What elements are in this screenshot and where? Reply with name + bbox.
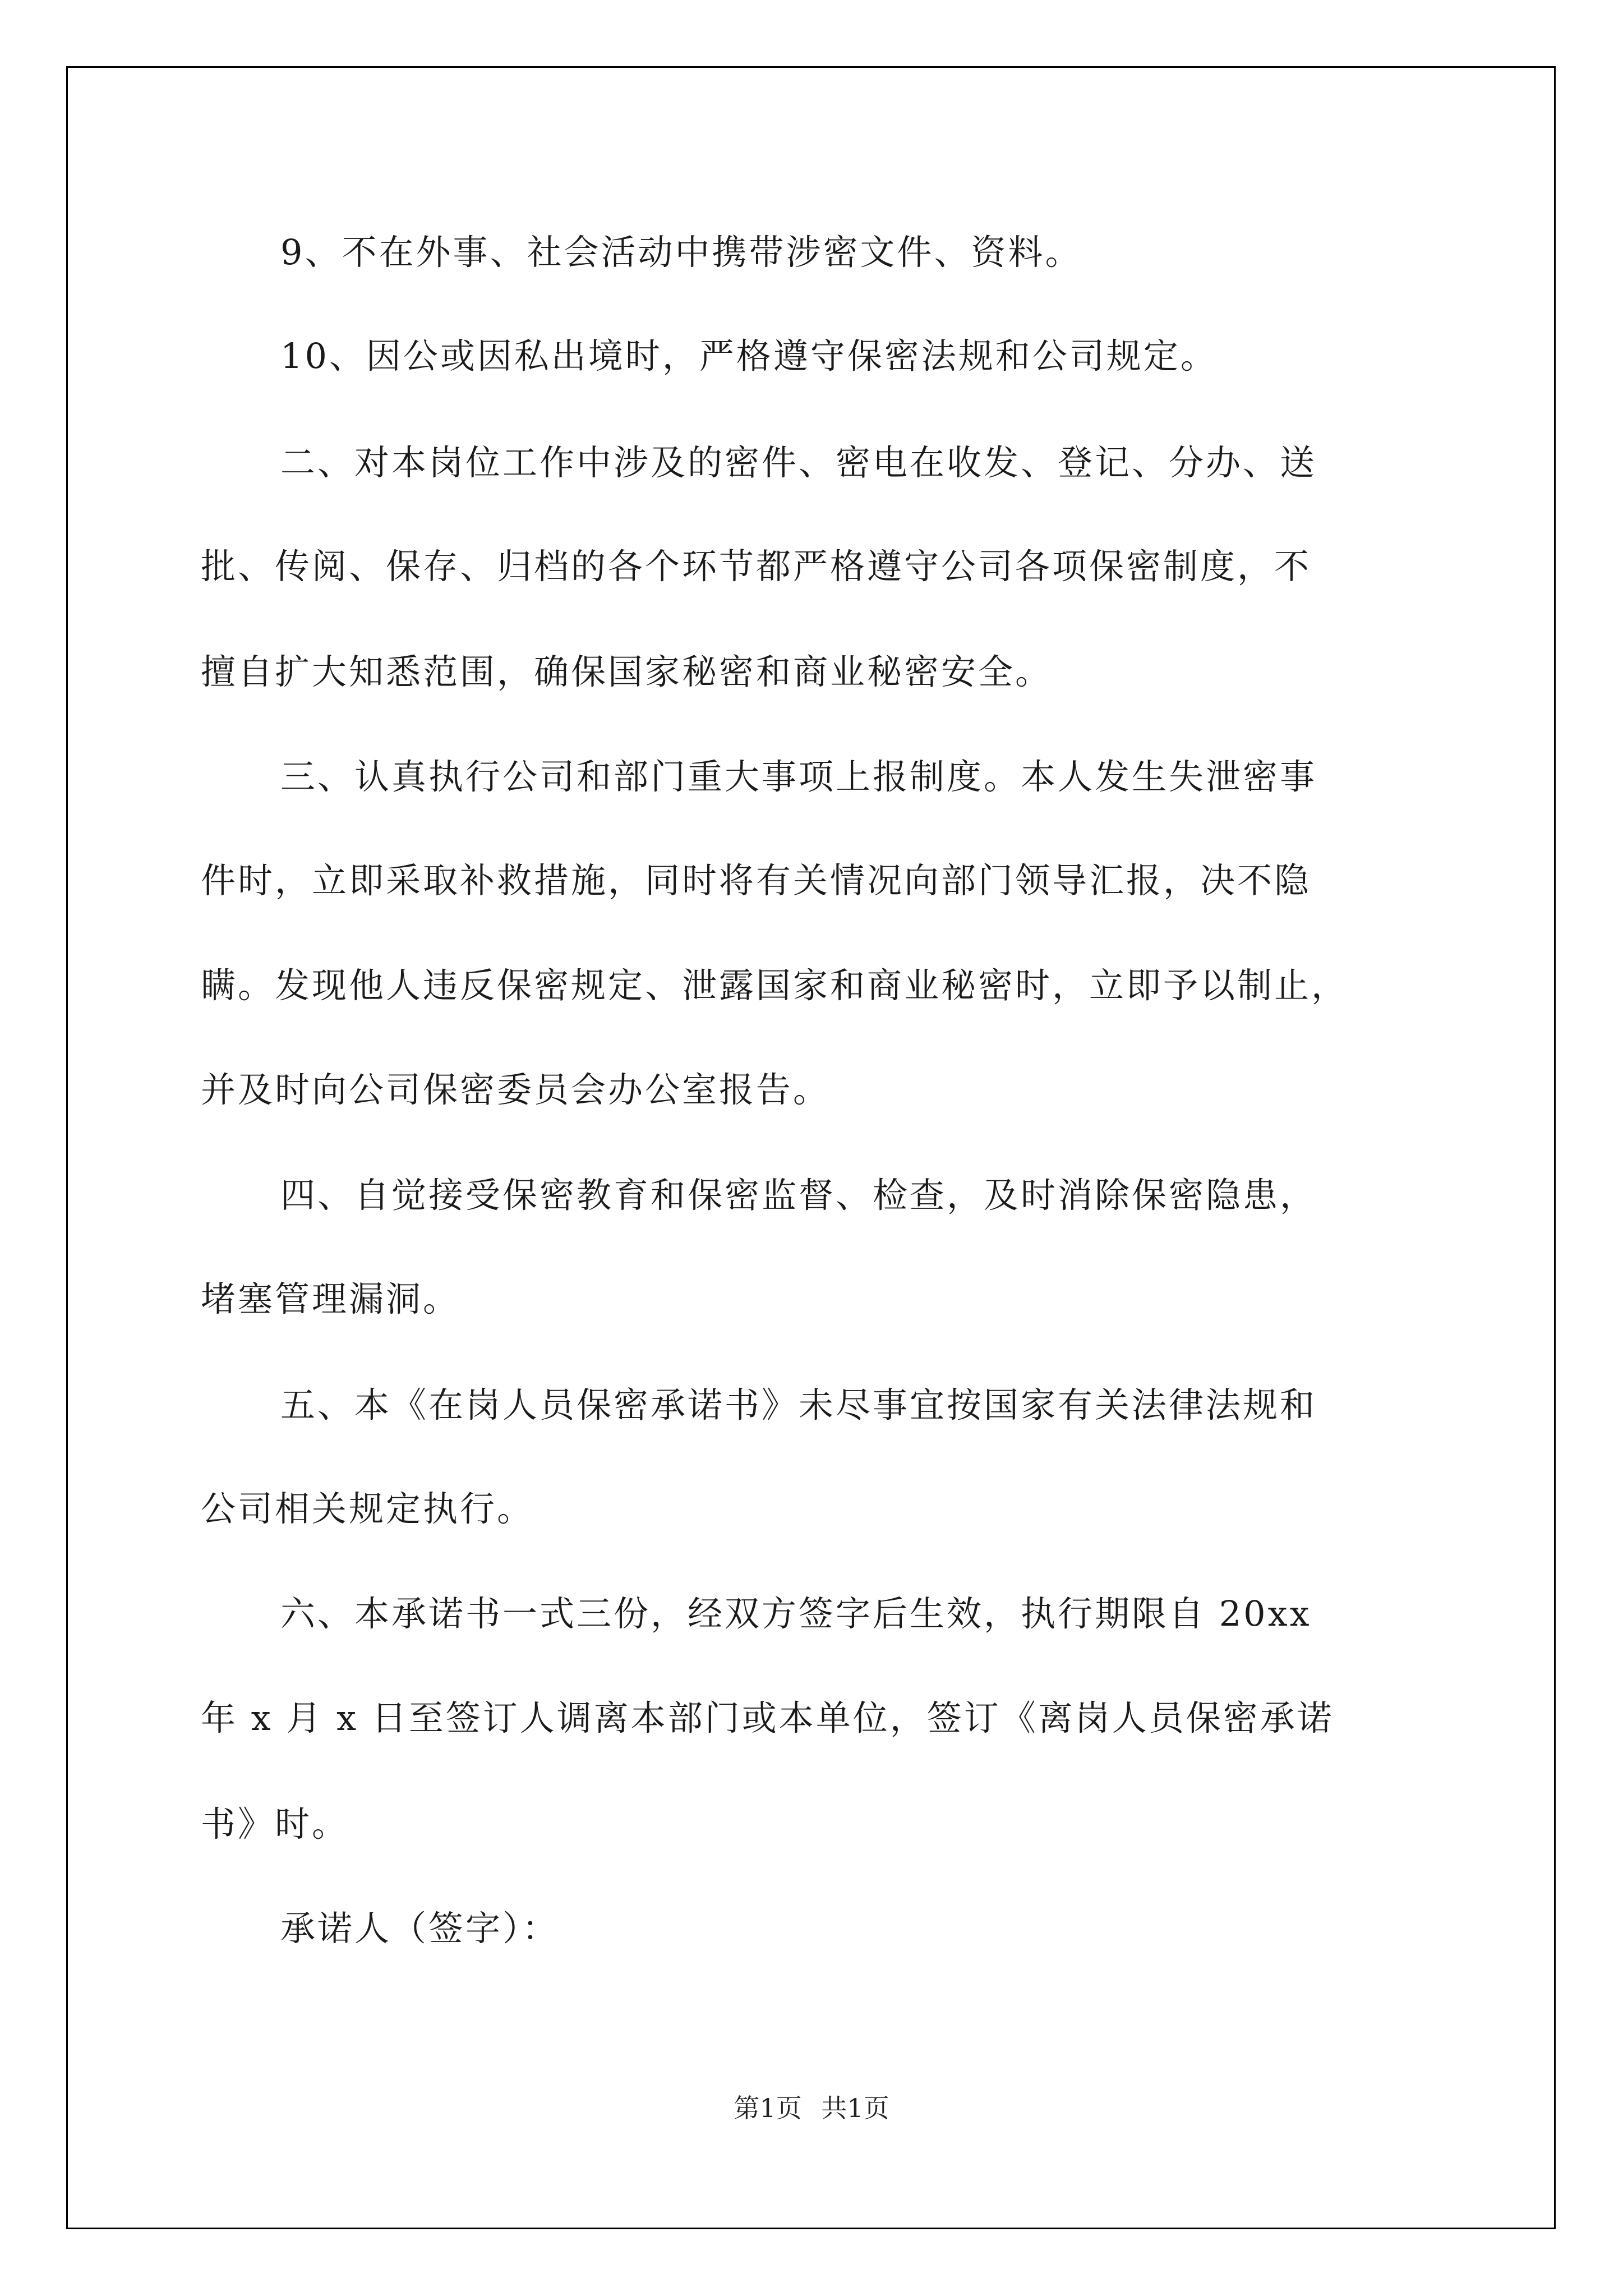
section-5-line-2: 公司相关规定执行。 bbox=[201, 1488, 534, 1529]
section-3-line-2: 件时，立即采取补救措施，同时将有关情况向部门领导汇报，决不隐 bbox=[201, 860, 1312, 901]
section-4-line-1: 四、自觉接受保密教育和保密监督、检查，及时消除保密隐患， bbox=[280, 1175, 1317, 1216]
section-4-line-2: 堵塞管理漏洞。 bbox=[201, 1278, 460, 1319]
section-6-line-1: 六、本承诺书一式三份，经双方签字后生效，执行期限自 20xx bbox=[280, 1593, 1312, 1634]
section-3-line-1: 三、认真执行公司和部门重大事项上报制度。本人发生失泄密事 bbox=[280, 756, 1317, 797]
page-footer: 第1页 共1页 bbox=[734, 2093, 889, 2123]
section-2-line-2: 批、传阅、保存、归档的各个环节都严格遵守公司各项保密制度，不 bbox=[201, 546, 1312, 587]
section-3-line-4: 并及时向公司保密委员会办公室报告。 bbox=[201, 1069, 831, 1110]
section-3-line-3: 瞒。发现他人违反保密规定、泄露国家和商业秘密时，立即予以制止， bbox=[201, 965, 1349, 1006]
clause-10-line: 10、因公或因私出境时，严格遵守保密法规和公司规定。 bbox=[280, 335, 1218, 376]
section-2-line-1: 二、对本岗位工作中涉及的密件、密电在收发、登记、分办、送 bbox=[280, 442, 1317, 483]
signature-line: 承诺人（签字）： bbox=[280, 1908, 560, 1949]
section-5-line-1: 五、本《在岗人员保密承诺书》未尽事宜按国家有关法律法规和 bbox=[280, 1384, 1317, 1425]
section-6-line-2: 年 x 月 x 日至签订人调离本部门或本单位，签订《离岗人员保密承诺 bbox=[201, 1697, 1334, 1738]
section-2-line-3: 擅自扩大知悉范围，确保国家秘密和商业秘密安全。 bbox=[201, 651, 1053, 692]
section-6-line-3: 书》时。 bbox=[201, 1803, 349, 1844]
clause-9-line: 9、不在外事、社会活动中携带涉密文件、资料。 bbox=[280, 232, 1082, 273]
